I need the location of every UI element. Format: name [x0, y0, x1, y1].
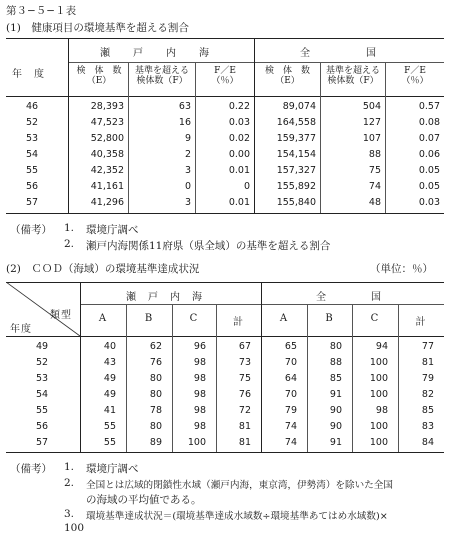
table2-cell: 74 — [284, 437, 297, 448]
table1-cell: 0.01 — [228, 165, 250, 176]
table1-cell: 9 — [184, 133, 191, 144]
col-e-label: 検 体 数 — [76, 66, 122, 76]
table2-cell: 76 — [149, 357, 162, 368]
table2-cell: 65 — [284, 341, 297, 352]
col-fe-header — [196, 66, 254, 86]
table1-cell: 3 — [184, 165, 191, 176]
table2-col-header: B — [144, 313, 154, 324]
table2-cell: 80 — [329, 341, 342, 352]
table1-cell: 504 — [362, 101, 381, 112]
table1-cell: 0.22 — [228, 101, 250, 112]
table2-cell: 79 — [284, 405, 297, 416]
table2-cell: 70 — [284, 357, 297, 368]
table1-cell: 0 — [184, 181, 191, 192]
notes2-n1: 環境庁調べ — [86, 463, 139, 475]
table2-cell: 100 — [369, 437, 388, 448]
table1-cell: 127 — [362, 117, 381, 128]
table1-cell: 157,327 — [276, 165, 316, 176]
table1-cell: 75 — [368, 165, 381, 176]
table1-cell: 0.57 — [418, 101, 440, 112]
col-f-header — [129, 66, 195, 86]
table2-cell: 80 — [149, 389, 162, 400]
table2-cell: 62 — [149, 341, 162, 352]
table1-cell: 28,393 — [90, 101, 124, 112]
table1-cell: 0.01 — [228, 197, 250, 208]
table2-cell: 83 — [421, 421, 434, 432]
col-fe-label: F／E — [214, 66, 236, 76]
table2-year-cell: 49 — [36, 341, 49, 352]
table2-cell: 91 — [329, 437, 342, 448]
notes2-n3-line1: 環境基準達成状況＝(環境基準達成水域数÷環境基準あてはめ水域数)× — [86, 511, 388, 522]
table2-year-cell: 52 — [36, 357, 49, 368]
group-zenkoku-header: 全 国 — [300, 48, 377, 59]
table2-cell: 80 — [149, 421, 162, 432]
table2-cell: 100 — [369, 389, 388, 400]
table2-cell: 55 — [103, 421, 116, 432]
table1-cell: 155,840 — [276, 197, 316, 208]
table1-cell: 0.05 — [418, 165, 440, 176]
year-header: 年 度 — [12, 69, 45, 80]
table2-cell: 49 — [103, 389, 116, 400]
table1-cell: 88 — [368, 149, 381, 160]
table2-cell: 98 — [193, 421, 206, 432]
notes2-n3-line2: 100 — [64, 522, 85, 534]
col-e2-sym: （E） — [275, 76, 300, 86]
table2-cell: 43 — [103, 357, 116, 368]
table1-cell: 0.07 — [418, 133, 440, 144]
col-f-label1: 基準を超える — [134, 66, 189, 76]
table2-col-header: 計 — [415, 317, 427, 328]
table1-cell: 2 — [184, 149, 191, 160]
col-e-sym: （E） — [86, 76, 112, 86]
section2-title: (2) ＣＯＤ（海域）の環境基準達成状況 — [6, 263, 200, 275]
table2-cell: 94 — [375, 341, 388, 352]
table2-year-cell: 53 — [36, 373, 49, 384]
table2-col-header: A — [279, 313, 289, 324]
table1-cell: 42,352 — [90, 165, 124, 176]
table2-cell: 85 — [421, 405, 434, 416]
table2-cell: 88 — [329, 357, 342, 368]
table2-cell: 41 — [103, 405, 116, 416]
table2-cell: 98 — [193, 389, 206, 400]
notes2-n2-line1: 全国とは広域的閉鎖性水域（瀬戸内海，東京湾，伊勢湾）を除いた全国 — [86, 480, 393, 491]
table2-cell: 98 — [193, 373, 206, 384]
notes2-n3-num: 3. — [64, 508, 75, 520]
col-fe-unit: （％） — [211, 76, 239, 86]
table2-cell: 74 — [284, 421, 297, 432]
table-id: 第３−５−１表 — [6, 5, 77, 17]
t2-group-zenkoku: 全 国 — [316, 292, 382, 303]
table2-cell: 75 — [238, 373, 251, 384]
table1-cell: 0.03 — [228, 117, 250, 128]
table1-cell: 154,154 — [276, 149, 316, 160]
col-f2-label2: 検体数（F） — [327, 76, 379, 86]
col-e-header — [70, 66, 128, 86]
table2-col-header: C — [370, 313, 380, 324]
table2-cell: 98 — [193, 357, 206, 368]
table2-cell: 85 — [329, 373, 342, 384]
table2-cell: 100 — [187, 437, 206, 448]
table2-cell: 67 — [238, 341, 251, 352]
group-seto-header: 瀬 戸 内 海 — [100, 48, 210, 59]
table1-cell: 63 — [178, 101, 191, 112]
table2-cell: 100 — [369, 373, 388, 384]
table2-year-cell: 54 — [36, 389, 49, 400]
table1-year-cell: 57 — [26, 197, 39, 208]
table2-col-header: C — [189, 313, 199, 324]
table2-cell: 98 — [193, 405, 206, 416]
table2-cell: 100 — [369, 421, 388, 432]
table1-cell: 159,377 — [276, 133, 316, 144]
table1-cell: 164,558 — [276, 117, 316, 128]
table1-year-cell: 46 — [26, 101, 39, 112]
notes1-n2: 瀬戸内海関係11府県（県全域）の基準を超える割合 — [86, 240, 331, 252]
table1-cell: 0.02 — [228, 133, 250, 144]
table2-cell: 81 — [238, 421, 251, 432]
table2-col-header: 計 — [233, 317, 244, 328]
table1-year-cell: 52 — [26, 117, 39, 128]
table2-cell: 73 — [238, 357, 251, 368]
table2-cell: 49 — [103, 373, 116, 384]
col-f2-label1: 基準を超える — [325, 66, 380, 76]
table1-cell: 0.08 — [418, 117, 440, 128]
notes1-n1-num: 1. — [64, 222, 75, 234]
col-f2-header — [321, 66, 385, 86]
col-fe2-header — [386, 66, 444, 86]
col-fe2-unit: （％） — [401, 76, 429, 86]
unit-label: （単位：％） — [370, 263, 433, 275]
table2-cell: 82 — [421, 389, 434, 400]
table1-cell: 0.03 — [418, 197, 440, 208]
table1-cell: 41,296 — [90, 197, 124, 208]
table2-cell: 84 — [421, 437, 434, 448]
notes2-n2-num: 2. — [64, 477, 75, 489]
table2-cell: 80 — [149, 373, 162, 384]
table1-cell: 52,800 — [90, 133, 124, 144]
table2-cell: 76 — [238, 389, 251, 400]
table2-cell: 64 — [284, 373, 297, 384]
table2-cell: 90 — [329, 421, 342, 432]
table2-cell: 91 — [329, 389, 342, 400]
table1-cell: 40,358 — [90, 149, 124, 160]
table1-year-cell: 56 — [26, 181, 39, 192]
col-f-label2: 検体数（F） — [136, 76, 188, 86]
table1-cell: 107 — [362, 133, 381, 144]
table1-cell: 0.00 — [228, 149, 250, 160]
table1-cell: 47,523 — [90, 117, 124, 128]
table2-cell: 81 — [238, 437, 251, 448]
table2-cell: 98 — [375, 405, 388, 416]
table1-year-cell: 53 — [26, 133, 39, 144]
table2-cell: 77 — [421, 341, 434, 352]
table2-cell: 72 — [238, 405, 251, 416]
table2-cell: 40 — [103, 341, 116, 352]
table1-year-cell: 54 — [26, 149, 39, 160]
table1-year-cell: 55 — [26, 165, 39, 176]
notes1-label: （備考） — [10, 224, 52, 236]
table1-cell: 155,892 — [276, 181, 316, 192]
corner-type-label: 類型 — [50, 310, 72, 321]
notes2-n2-line2: の海域の平均値である。 — [86, 494, 202, 506]
table2-cell: 55 — [103, 437, 116, 448]
corner-year-label: 年度 — [10, 324, 32, 335]
table2-cell: 79 — [421, 373, 434, 384]
notes1-n1: 環境庁調べ — [86, 224, 139, 236]
table1-cell: 0.05 — [418, 181, 440, 192]
col-e2-label: 検 体 数 — [264, 66, 310, 76]
col-e2-header — [255, 66, 320, 86]
table1-cell: 16 — [178, 117, 191, 128]
section1-title: (1) 健康項目の環境基準を超える割合 — [6, 22, 189, 34]
notes2-n1-num: 1. — [64, 461, 75, 473]
table2-col-header: B — [325, 313, 334, 324]
table2-year-cell: 55 — [36, 405, 49, 416]
notes2-label: （備考） — [10, 463, 52, 475]
table2-cell: 70 — [284, 389, 297, 400]
col-fe2-label: F／E — [404, 66, 426, 76]
table2-cell: 96 — [193, 341, 206, 352]
table2-cell: 81 — [421, 357, 434, 368]
table1-cell: 3 — [184, 197, 191, 208]
t2-group-seto: 瀬 戸 内 海 — [126, 292, 203, 303]
table2-cell: 90 — [329, 405, 342, 416]
table1-cell: 48 — [368, 197, 381, 208]
table1-cell: 89,074 — [282, 101, 316, 112]
table2-cell: 78 — [149, 405, 162, 416]
notes1-n2-num: 2. — [64, 238, 75, 250]
table2-col-header: A — [98, 313, 108, 324]
table2-year-cell: 56 — [36, 421, 49, 432]
table1-cell: 41,161 — [90, 181, 124, 192]
table1-cell: 0 — [243, 181, 250, 192]
table2-cell: 100 — [369, 357, 388, 368]
table2-cell: 89 — [149, 437, 162, 448]
table1-cell: 74 — [368, 181, 381, 192]
table1-cell: 0.06 — [418, 149, 440, 160]
table2-year-cell: 57 — [36, 437, 49, 448]
